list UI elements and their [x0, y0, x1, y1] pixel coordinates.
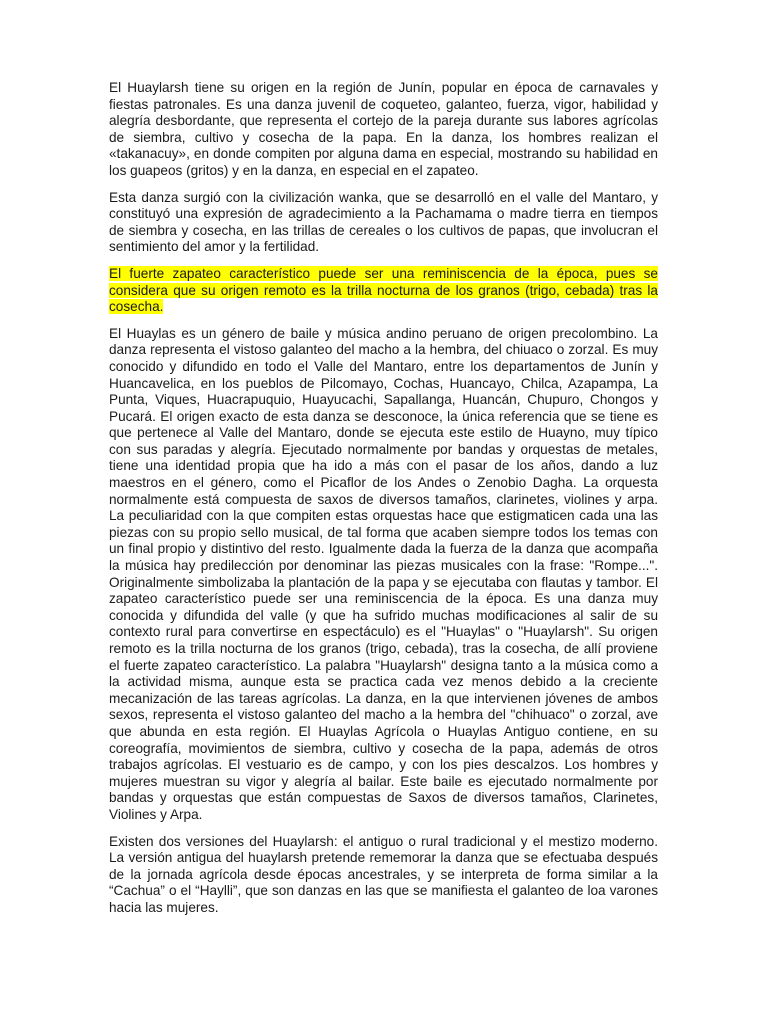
text-highlight: El fuerte zapateo característico puede ser una reminiscencia de la época, pues se considera que su origen remoto es la trilla nocturna de los granos (trigo, cebada) tras la cosecha.	[109, 265, 658, 315]
paragraph-huaylas-genre: El Huaylas es un género de baile y música andino peruano de origen precolombino. La danza representa el vistoso galanteo del macho a la hembra, del chiuaco o zorzal. Es muy conocido y difundido en todo el Valle del Mantaro, entre los departamentos de Junín y Huancavelica, en los pueblos de Pilcomayo, Cochas, Huancayo, Chilca, Azapampa, La Punta, Viques, Huacrapuquio, Huayucachi, Sapallanga, Huancán, Chupuro, Chongos y Pucará. El origen exacto de esta danza se desconoce, la única referencia que se tiene es que pertenece al Valle del Mantaro, donde se ejecuta este estilo de Huayno, muy típico con sus paradas y alegría. Ejecutado normalmente por bandas y orquestas de metales, tiene una identidad propia que ha ido a más con el pasar de los años, dando a luz maestros en el género, como el Picaflor de los Andes o Zenobio Dagha. La orquesta normalmente está compuesta de saxos de diversos tamaños, clarinetes, violines y arpa. La peculiaridad con la que compiten estas orquestas hace que estigmaticen cada una las piezas con su propio sello musical, de tal forma que acaben siempre todos los temas con un final propio y distintivo del resto. Igualmente dada la fuerza de la danza que acompaña la música hay predilección por denominar las piezas musicales con la frase: "Rompe...". Originalmente simbolizaba la plantación de la papa y se ejecutaba con flautas y tambor. El zapateo característico puede ser una reminiscencia de la época. Es una danza muy conocida y difundida del valle (y que ha sufrido muchas modificaciones al salir de su contexto rural para convertirse en espectáculo) es el "Huaylas" o "Huaylarsh". Su origen remoto es la trilla nocturna de los granos (trigo, cebada), tras la cosecha, de allí proviene el fuerte zapateo característico. La palabra "Huaylarsh" designa tanto a la música como a la actividad misma, aunque esta se practica cada vez menos debido a la creciente mecanización de las tareas agrícolas. La danza, en la que intervienen jóvenes de ambos sexos, representa el vistoso galanteo del macho a la hembra del "chihuaco" o zorzal, ave que abunda en esta región. El Huaylas Agrícola o Huaylas Antiguo contiene, en su coreografía, movimientos de siembra, cultivo y cosecha de la papa, además de otros trabajos agrícolas. El vestuario es de campo, y con los pies descalzos. Los hombres y mujeres muestran su vigor y alegría al bailar. Este baile es ejecutado normalmente por bandas y orquestas que están compuestas de Saxos de diversos tamaños, Clarinetes, Violines y Arpa.	[109, 325, 658, 822]
paragraph-two-versions: Existen dos versiones del Huaylarsh: el antiguo o rural tradicional y el mestizo moderno. La versión antigua del huaylarsh pretende rememorar la danza que se efectuaba después de la jornada agrícola desde épocas ancestrales, y se interpreta de forma similar a la “Cachua” o el “Haylli”, que son danzas en las que se manifiesta el galanteo de loa varones hacia las mujeres.	[109, 833, 658, 915]
paragraph-wanka-civilization: Esta danza surgió con la civilización wanka, que se desarrolló en el valle del Mantaro, y constituyó una expresión de agradecimiento a la Pachamama o madre tierra en tiempos de siembra y cosecha, en las trillas de cereales o los cultivos de papas, que involucran el sentimiento del amor y la fertilidad.	[109, 189, 658, 255]
paragraph-huaylarsh-origin: El Huaylarsh tiene su origen en la región de Junín, popular en época de carnavales y fiestas patronales. Es una danza juvenil de coqueteo, galanteo, fuerza, vigor, habilidad y alegría desbordante, que representa el cortejo de la pareja durante sus labores agrícolas de siembra, cultivo y cosecha de la papa. En la danza, los hombres realizan el «takanacuy», en donde compiten por alguna dama en especial, mostrando su habilidad en los guapeos (gritos) y en la danza, en especial en el zapateo.	[109, 80, 658, 178]
paragraph-highlighted-zapateo	[109, 266, 658, 316]
document-body	[109, 80, 658, 927]
